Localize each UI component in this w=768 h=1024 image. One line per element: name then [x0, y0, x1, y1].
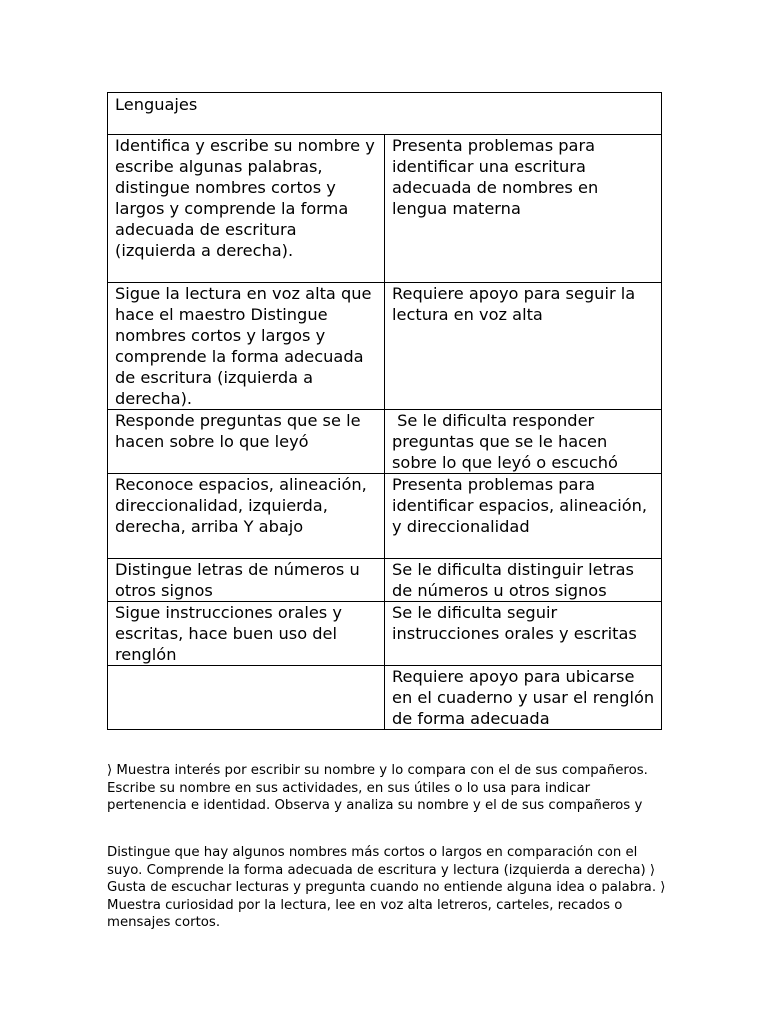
table-header-cell: Lenguajes: [108, 93, 662, 135]
table-row: [108, 602, 662, 666]
table-row: [108, 410, 662, 474]
table-row: [108, 474, 662, 559]
table-cell-left: Reconoce espacios, alineación, direccionalidad, izquierda, derecha, arriba Y abajo: [108, 474, 385, 559]
table-cell-left: Identifica y escribe su nombre y escribe algunas palabras, distingue nombres cortos y largos y comprende la forma adecuada de escritura (izquierda a derecha).: [108, 135, 385, 283]
table-cell-right: Requiere apoyo para ubicarse en el cuaderno y usar el renglón de forma adecuada: [385, 666, 662, 730]
table-row: [108, 666, 662, 730]
table-header-row: [108, 93, 662, 135]
table-cell-left: [108, 666, 385, 730]
table-cell-right: Se le dificulta seguir instrucciones orales y escritas: [385, 602, 662, 666]
table-row: [108, 135, 662, 283]
table-cell-left: Sigue la lectura en voz alta que hace el maestro Distingue nombres cortos y largos y comprende la forma adecuada de escritura (izquierda a derecha).: [108, 283, 385, 410]
table-cell-left: Sigue instrucciones orales y escritas, hace buen uso del renglón: [108, 602, 385, 666]
lenguajes-table: [107, 92, 662, 730]
paragraph-distingue-nombres: Distingue que hay algunos nombres más cortos o largos en comparación con el suyo. Comprende la forma adecuada de escritura y lectura (izquierda a derecha) ⟩ Gusta de escuchar lecturas y pregunta cuando no entiende alguna idea o palabra. ⟩ Muestra curiosidad por la lectura, lee en voz alta letreros, carteles, recados o mensajes cortos.: [107, 845, 666, 930]
table-row: [108, 559, 662, 602]
table-cell-left: Distingue letras de números u otros signos: [108, 559, 385, 602]
table-cell-left: Responde preguntas que se le hacen sobre lo que leyó: [108, 410, 385, 474]
table-cell-right: Se le dificulta responder preguntas que se le hacen sobre lo que leyó o escuchó: [385, 410, 662, 474]
table-cell-right: Se le dificulta distinguir letras de números u otros signos: [385, 559, 662, 602]
table-row: [108, 283, 662, 410]
table-cell-right: Presenta problemas para identificar espacios, alineación, y direccionalidad: [385, 474, 662, 559]
paragraph-interes-nombre: ⟩ Muestra interés por escribir su nombre y lo compara con el de sus compañeros. Escribe su nombre en sus actividades, en sus útiles o lo usa para indicar pertenencia e identidad. Observa y analiza su nombre y el de sus compañeros y: [107, 763, 648, 813]
table-cell-right: Presenta problemas para identificar una escritura adecuada de nombres en lengua materna: [385, 135, 662, 283]
table-cell-right: Requiere apoyo para seguir la lectura en voz alta: [385, 283, 662, 410]
